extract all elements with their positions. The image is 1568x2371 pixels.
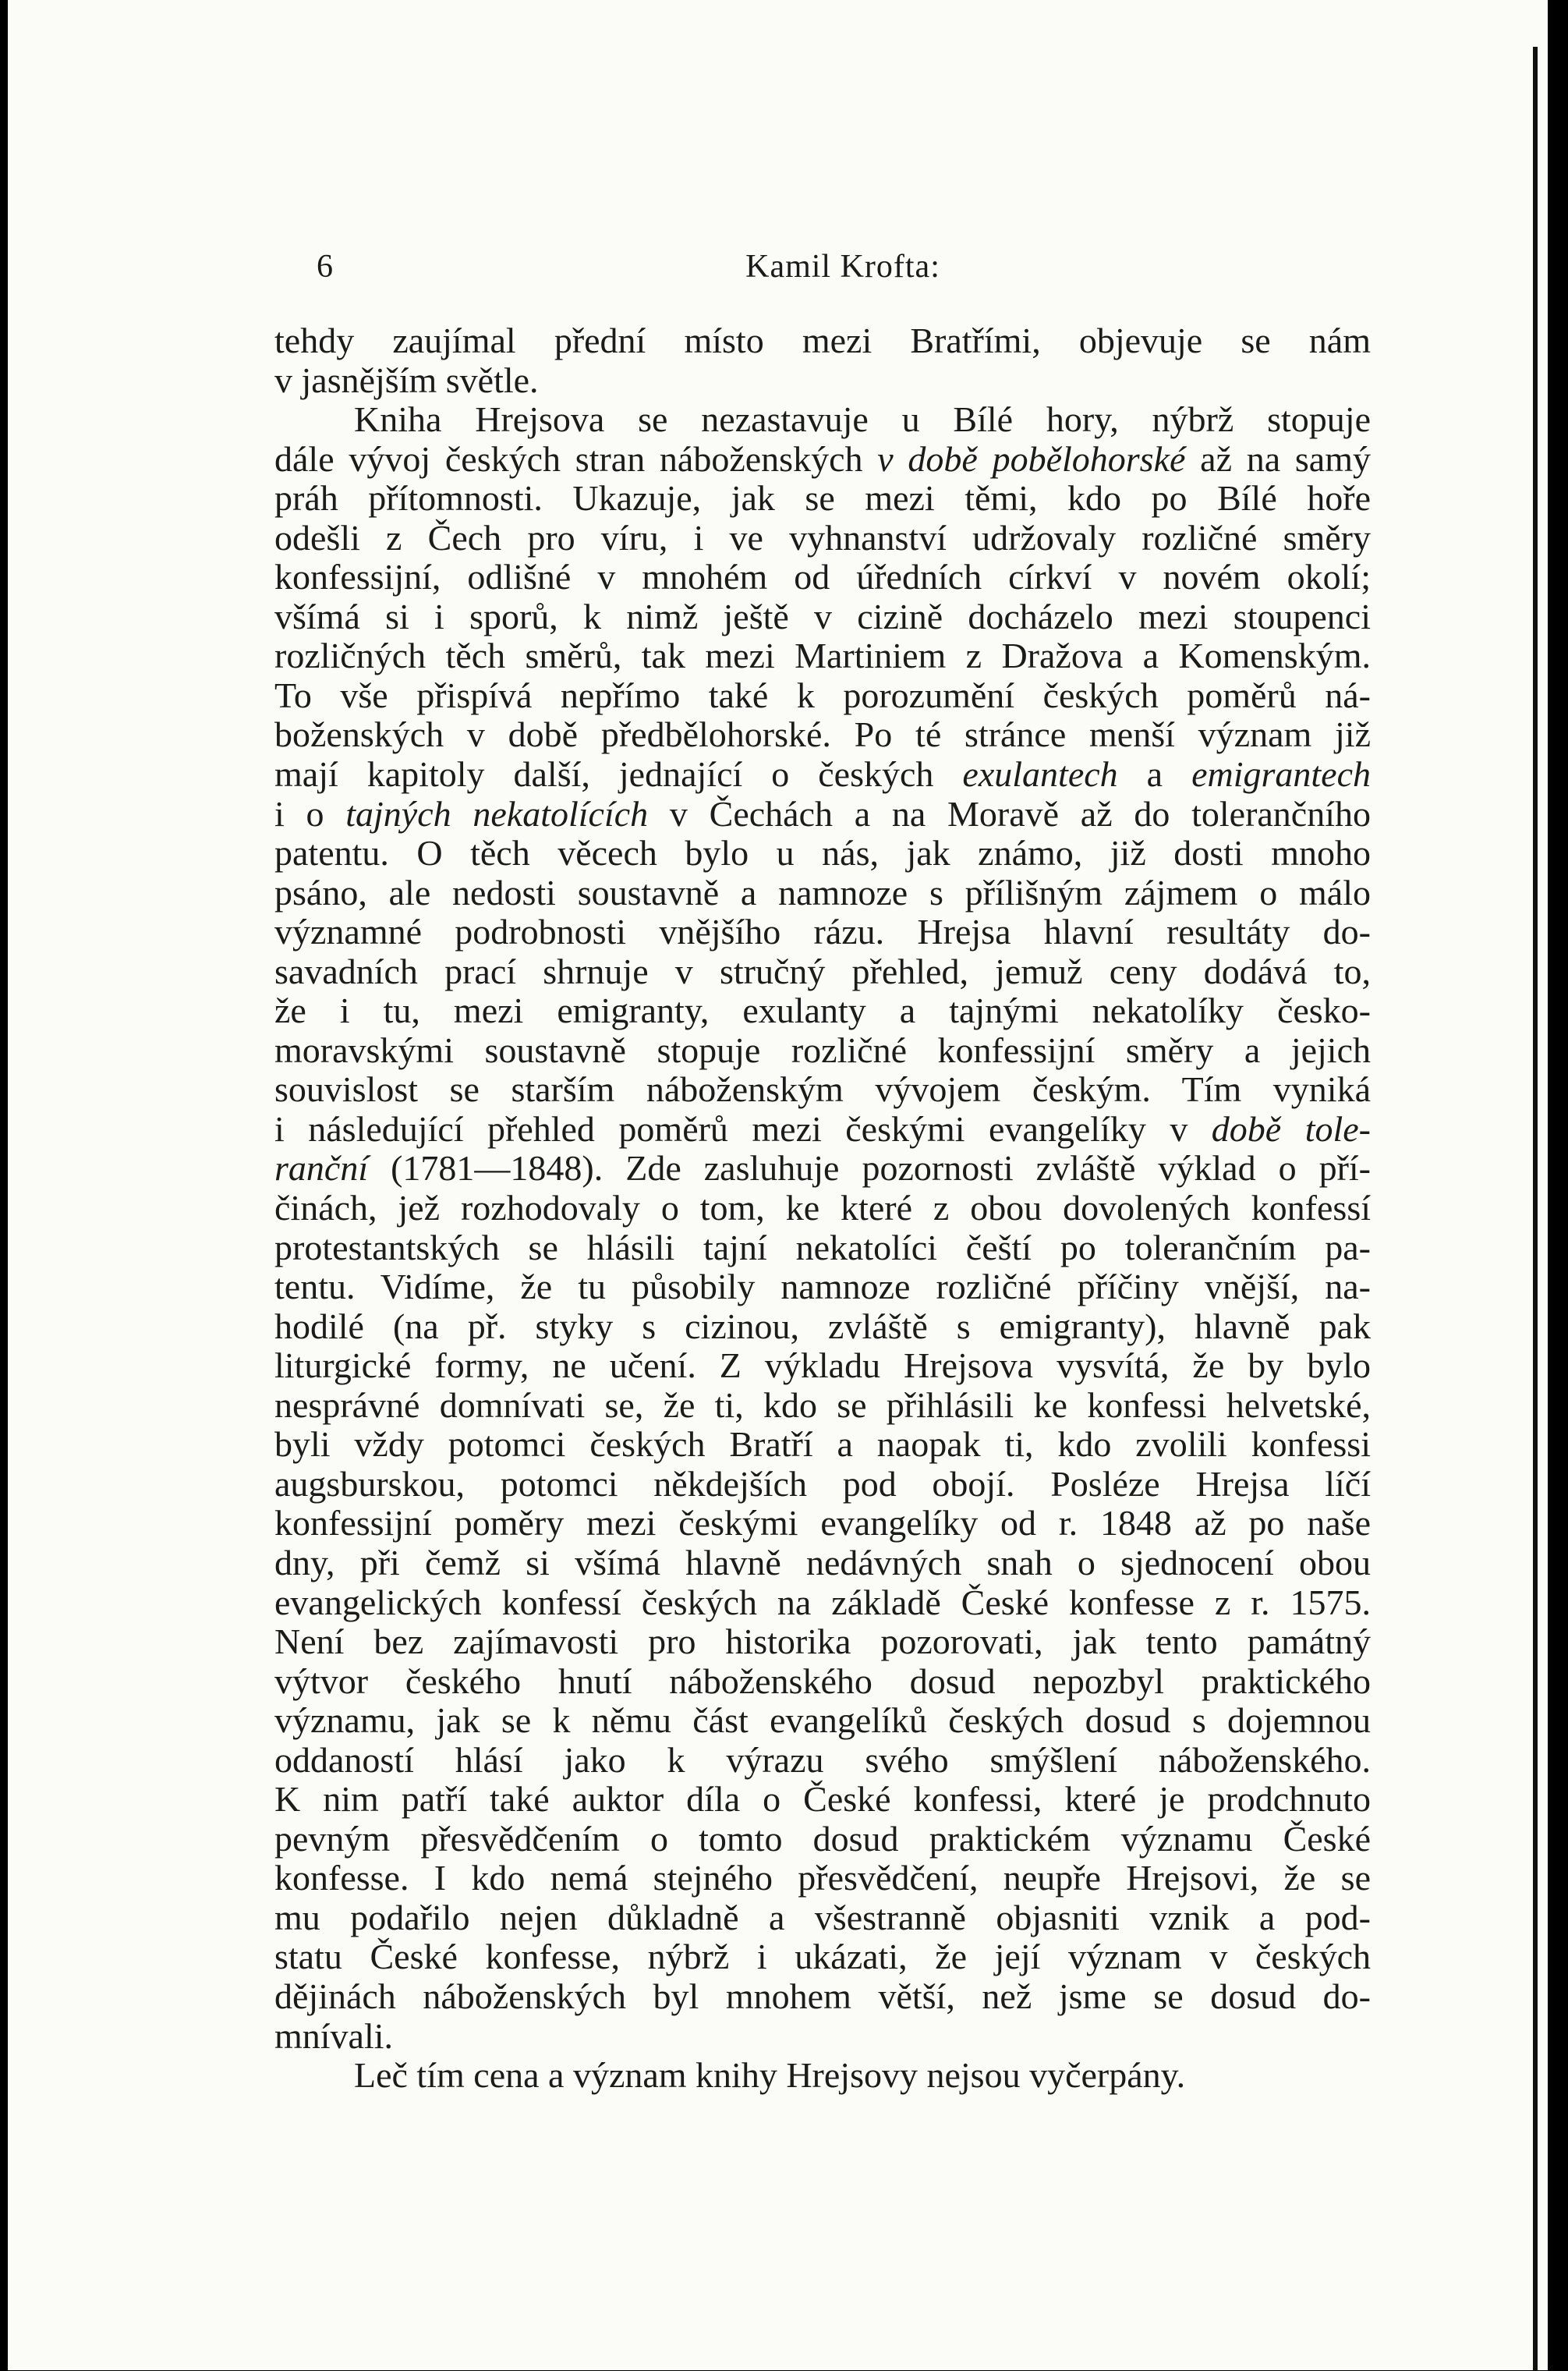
text-line <box>274 1110 1371 1150</box>
text-segment: tentu. Vidíme, že tu působily namnoze rozličné příčiny vnější, na- <box>274 1267 1371 1307</box>
text-segment: (1781—1848). Zde zasluhuje pozornosti zvláště výklad o pří- <box>368 1148 1371 1189</box>
text-segment: souvislost se starším náboženským vývojem českým. Tím vyniká <box>274 1069 1371 1110</box>
text-line <box>274 636 1371 676</box>
text-segment: evangelických konfessí českých na základě České konfesse z r. 1575. <box>274 1582 1371 1622</box>
text-line <box>274 1820 1371 1859</box>
text-segment: odešli z Čech pro víru, i ve vyhnanství udržovaly rozličné směry <box>274 517 1371 558</box>
text-segment: oddaností hlásí jako k výrazu svého smýšlení náboženského. <box>274 1739 1371 1780</box>
text-line <box>274 2017 1371 2057</box>
book-page <box>8 0 1548 2370</box>
text-line <box>274 1977 1371 2017</box>
text-line <box>274 321 1371 361</box>
text-line <box>274 1346 1371 1386</box>
text-segment: savadních prací shrnuje v stručný přehled, jemuž ceny dodává to, <box>274 951 1371 991</box>
text-segment: práh přítomnosti. Ukazuje, jak se mezi těmi, kdo po Bílé hoře <box>274 478 1371 519</box>
text-line <box>274 1307 1371 1347</box>
text-line <box>274 1662 1371 1702</box>
text-segment: boženských v době předbělohorské. Po té stránce menší význam již <box>274 714 1371 755</box>
text-segment: všímá si i sporů, k nimž ještě v cizině docházelo mezi stoupenci <box>274 596 1371 636</box>
text-line <box>274 913 1371 952</box>
text-segment: liturgické formy, ne učení. Z výkladu Hrejsova vysvítá, že by bylo <box>274 1345 1371 1386</box>
text-line <box>274 1741 1371 1781</box>
text-line <box>274 755 1371 795</box>
text-line <box>274 1780 1371 1820</box>
text-segment: mnívali. <box>274 2015 394 2056</box>
text-line <box>274 676 1371 716</box>
text-segment: v jasnějším světle. <box>274 360 539 400</box>
text-line <box>274 1859 1371 1898</box>
text-segment: tehdy zaujímal přední místo mezi Bratřími, objevuje se nám <box>274 321 1371 360</box>
text-line <box>274 1386 1371 1426</box>
text-segment: Leč tím cena a význam knihy Hrejsovy nejsou vyčerpány. <box>354 2055 1186 2096</box>
text-segment: v Čechách a na Moravě až do tolerančního <box>648 793 1372 834</box>
text-line <box>274 795 1371 835</box>
body-text <box>274 321 1371 2096</box>
text-line <box>274 440 1371 480</box>
text-line <box>274 1267 1371 1307</box>
text-line <box>274 1228 1371 1268</box>
text-segment: mají kapitoly další, jednající o českých <box>274 754 963 795</box>
text-segment: nesprávné domnívati se, že ti, kdo se přihlásili ke konfessi helvetské, <box>274 1384 1371 1425</box>
text-line <box>274 2056 1371 2096</box>
text-segment: významné podrobnosti vnějšího rázu. Hrejsa hlavní resultáty do- <box>274 912 1371 952</box>
text-segment: i o <box>274 793 346 834</box>
text-segment: moravskými soustavně stopuje rozličné konfessijní směry a jejich <box>274 1030 1371 1070</box>
text-segment: rozličných těch směrů, tak mezi Martiniem z Dražova a Komenským. <box>274 636 1371 676</box>
italic-text: ranční <box>274 1148 369 1189</box>
text-segment: hodilé (na př. styky s cizinou, zvláště s emigranty), hlavně pak <box>274 1306 1371 1346</box>
text-segment: To vše přispívá nepřímo také k porozumění českých poměrů ná- <box>274 675 1371 715</box>
text-segment: až na samý <box>1185 438 1371 479</box>
text-segment: psáno, ale nedosti soustavně a namnoze s přílišným zájmem o málo <box>274 872 1371 913</box>
text-line <box>274 1031 1371 1071</box>
text-segment: Kniha Hrejsova se nezastavuje u Bílé hory, nýbrž stopuje <box>354 399 1371 440</box>
text-segment: konfessijní, odlišné v mnohém od úředních církví v novém okolí; <box>274 557 1371 597</box>
text-line <box>274 1465 1371 1504</box>
page-number: 6 <box>317 249 333 285</box>
text-segment: Není bez zajímavosti pro historika pozorovati, jak tento památný <box>274 1621 1371 1662</box>
text-line <box>274 1898 1371 1938</box>
text-segment: augsburskou, potomci někdejších pod obojí. Posléze Hrejsa líčí <box>274 1463 1371 1504</box>
text-segment: konfessijní poměry mezi českými evangelíky od r. 1848 až po naše <box>274 1503 1371 1543</box>
italic-text: emigrantech <box>1191 754 1372 795</box>
text-segment: patentu. O těch věcech bylo u nás, jak známo, již dosti mnoho <box>274 833 1371 874</box>
text-segment: významu, jak se k němu část evangelíků českých dosud s dojemnou <box>274 1700 1371 1741</box>
text-segment: K nim patří také auktor díla o České konfessi, které je prodchnuto <box>274 1779 1371 1820</box>
text-line <box>274 1543 1371 1583</box>
text-line <box>274 715 1371 755</box>
text-segment: dále vývoj českých stran náboženských <box>274 438 878 479</box>
text-segment: dějinách náboženských byl mnohem větší, než jsme se dosud do- <box>274 1976 1371 2016</box>
text-line <box>274 519 1371 558</box>
text-line <box>274 1583 1371 1623</box>
page-header <box>317 248 1369 295</box>
text-line <box>274 1504 1371 1543</box>
text-line <box>274 1070 1371 1110</box>
text-line <box>274 1149 1371 1189</box>
text-line <box>274 952 1371 992</box>
text-line <box>274 1701 1371 1741</box>
text-segment: že i tu, mezi emigranty, exulanty a tajnými nekatolíky česko- <box>274 991 1371 1031</box>
italic-text: exulantech <box>962 754 1118 795</box>
text-segment: byli vždy potomci českých Bratří a naopak ti, kdo zvolili konfessi <box>274 1424 1371 1465</box>
text-segment: i následující přehled poměrů mezi českými evangelíky v <box>274 1108 1212 1149</box>
text-line <box>274 361 1371 401</box>
text-segment: a <box>1117 754 1192 795</box>
text-segment: pevným přesvědčením o tomto dosud praktickém významu České <box>274 1818 1371 1859</box>
text-segment: dny, při čemž si všímá hlavně nedávných snah o sjednocení obou <box>274 1542 1371 1582</box>
page-edge-rule <box>1533 47 1538 2371</box>
text-segment: mu podařilo nejen důkladně a všestranně objasniti vznik a pod- <box>274 1897 1371 1937</box>
text-segment: výtvor českého hnutí náboženského dosud nepozbyl praktického <box>274 1660 1371 1701</box>
text-line <box>274 479 1371 519</box>
text-line <box>274 834 1371 874</box>
text-line <box>274 1622 1371 1662</box>
text-line <box>274 400 1371 440</box>
text-segment: činách, jež rozhodovaly o tom, ke které z obou dovolených konfessí <box>274 1188 1371 1228</box>
text-line <box>274 597 1371 637</box>
text-line <box>274 874 1371 913</box>
italic-text: době tole- <box>1211 1108 1371 1149</box>
text-line <box>274 1937 1371 1977</box>
running-head: Kamil Krofta: <box>745 249 940 285</box>
text-segment: konfesse. I kdo nemá stejného přesvědčení, neupře Hrejsovi, že se <box>274 1858 1371 1898</box>
italic-text: tajných nekatolících <box>345 793 649 834</box>
text-segment: statu České konfesse, nýbrž i ukázati, že její význam v českých <box>274 1937 1371 1977</box>
text-line <box>274 1189 1371 1228</box>
text-line <box>274 558 1371 597</box>
italic-text: v době pobělohorské <box>877 438 1186 479</box>
text-line <box>274 991 1371 1031</box>
text-segment: protestantských se hlásili tajní nekatolíci čeští po tolerančním pa- <box>274 1227 1371 1267</box>
text-line <box>274 1425 1371 1465</box>
